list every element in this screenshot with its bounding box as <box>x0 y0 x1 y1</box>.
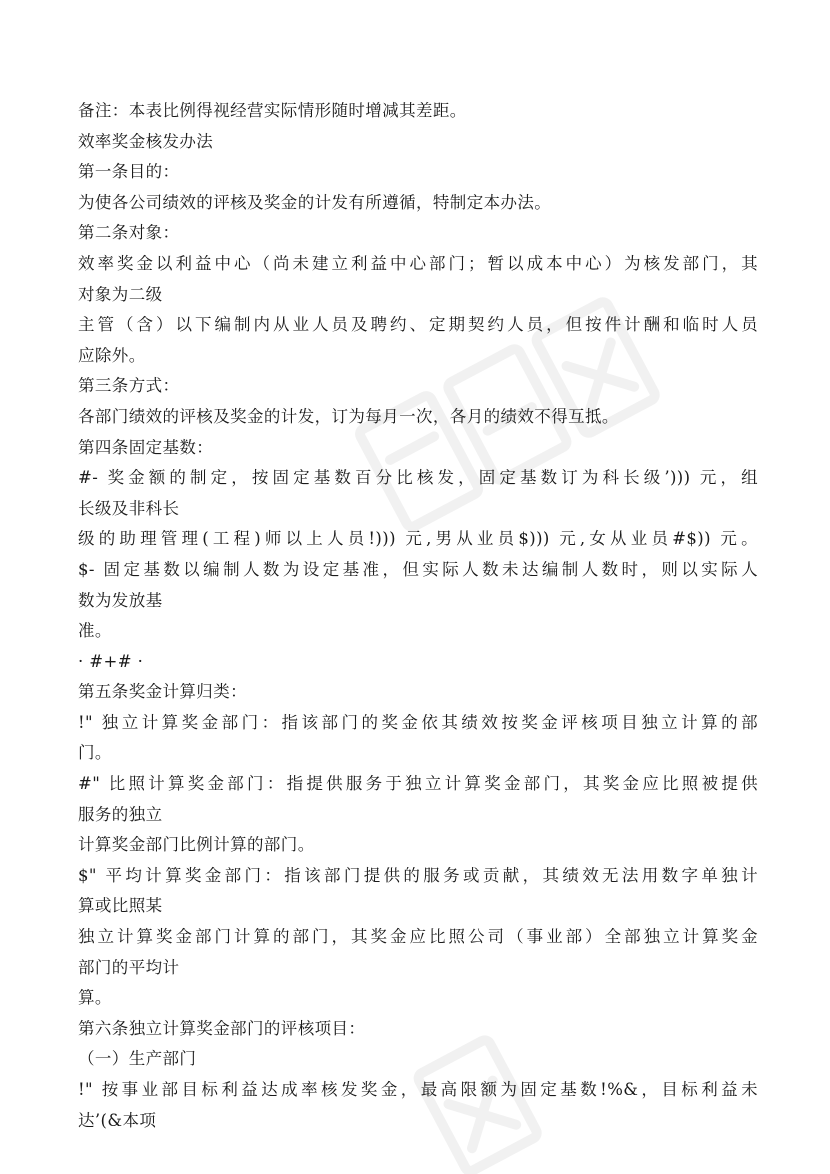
text-line: 第四条固定基数： <box>78 437 214 457</box>
text-line: 第二条对象： <box>78 223 180 243</box>
text-line: 第一条目的： <box>78 162 180 182</box>
text-line: 对象为二级 <box>78 284 163 304</box>
text-line: 效率奖金以利益中心（尚未建立利益中心部门；暂以成本中心）为核发部门，其 <box>78 253 758 273</box>
text-line: 准。 <box>78 621 112 641</box>
text-line: 部门的平均计 <box>78 957 180 977</box>
text-line: 效率奖金核发办法 <box>78 131 214 151</box>
text-line: · #+# · <box>78 651 144 671</box>
text-line: !" 独立计算奖金部门：指该部门的奖金依其绩效按奖金评核项目独立计算的部 <box>78 712 758 732</box>
text-line: !" 按事业部目标利益达成率核发奖金，最高限额为固定基数!%&，目标利益未 <box>78 1080 758 1099</box>
document-body <box>78 96 758 1136</box>
text-line: 独立计算奖金部门计算的部门，其奖金应比照公司（事业部）全部独立计算奖金 <box>78 927 758 947</box>
text-line: #- 奖金额的制定，按固定基数百分比核发，固定基数订为科长级’))) 元，组 <box>78 468 758 488</box>
text-line: 数为发放基 <box>78 590 163 610</box>
text-line: 服务的独立 <box>78 804 163 824</box>
text-line: 各部门绩效的评核及奖金的计发，订为每月一次，各月的绩效不得互抵。 <box>78 406 619 426</box>
text-line: 应除外。 <box>78 345 146 365</box>
text-line: （一）生产部门 <box>78 1049 197 1069</box>
text-line: 长级及非科长 <box>78 498 180 518</box>
text-line: 备注：本表比例得视经营实际情形随时增减其差距。 <box>78 101 467 120</box>
text-line: 达’(&本项 <box>78 1110 157 1130</box>
text-line: 级的助理管理(工程)师以上人员!))) 元,男从业员$))) 元,女从业员#$)) 元。 <box>78 529 758 549</box>
text-line: 主管（含）以下编制内从业人员及聘约、定期契约人员，但按件计酬和临时人员 <box>78 315 758 335</box>
text-line: 第六条独立计算奖金部门的评核项目： <box>78 1018 366 1038</box>
text-line: 计算奖金部门比例计算的部门。 <box>78 835 315 855</box>
text-line: #" 比照计算奖金部门：指提供服务于独立计算奖金部门，其奖金应比照被提供 <box>78 774 758 794</box>
text-line: 算或比照某 <box>78 896 163 916</box>
text-line: 门。 <box>78 743 112 763</box>
text-line: 算。 <box>78 988 112 1008</box>
text-line: $- 固定基数以编制人数为设定基准，但实际人数未达编制人数时，则以实际人 <box>78 559 758 579</box>
text-line: 第三条方式： <box>78 376 180 396</box>
text-line: 为使各公司绩效的评核及奖金的计发有所遵循，特制定本办法。 <box>78 192 552 212</box>
text-line: $" 平均计算奖金部门：指该部门提供的服务或贡献，其绩效无法用数字单独计 <box>78 865 758 885</box>
text-line: 第五条奖金计算归类： <box>78 682 247 702</box>
